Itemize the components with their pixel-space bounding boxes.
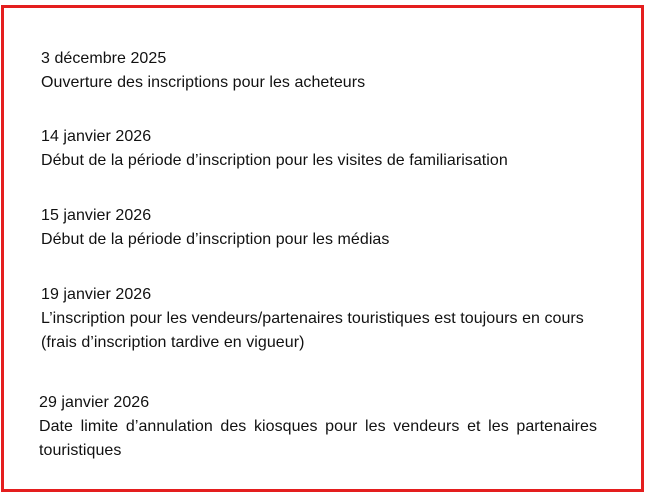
timeline-entry: [41, 204, 601, 252]
timeline-entry: [41, 125, 621, 173]
entry-date: 29 janvier 2026: [39, 394, 150, 411]
entry-description: Date limite d’annulation des kiosques pour les vendeurs et les partenaires touristiques: [39, 418, 597, 459]
timeline-entry: [41, 47, 601, 95]
entry-date: 3 décembre 2025: [41, 50, 167, 67]
entry-description: Début de la période d’inscription pour les visites de familiarisation: [41, 152, 508, 169]
timeline-entry: [41, 283, 611, 355]
entry-description: Ouverture des inscriptions pour les acheteurs: [41, 74, 366, 91]
entry-description: L’inscription pour les vendeurs/partenaires touristiques est toujours en cours (frais d’inscription tardive en vigueur): [41, 310, 584, 351]
entry-date: 14 janvier 2026: [41, 128, 152, 145]
entry-date: 15 janvier 2026: [41, 207, 152, 224]
entry-date: 19 janvier 2026: [41, 286, 152, 303]
timeline-entry: [39, 391, 597, 463]
entry-description: Début de la période d’inscription pour les médias: [41, 231, 390, 248]
